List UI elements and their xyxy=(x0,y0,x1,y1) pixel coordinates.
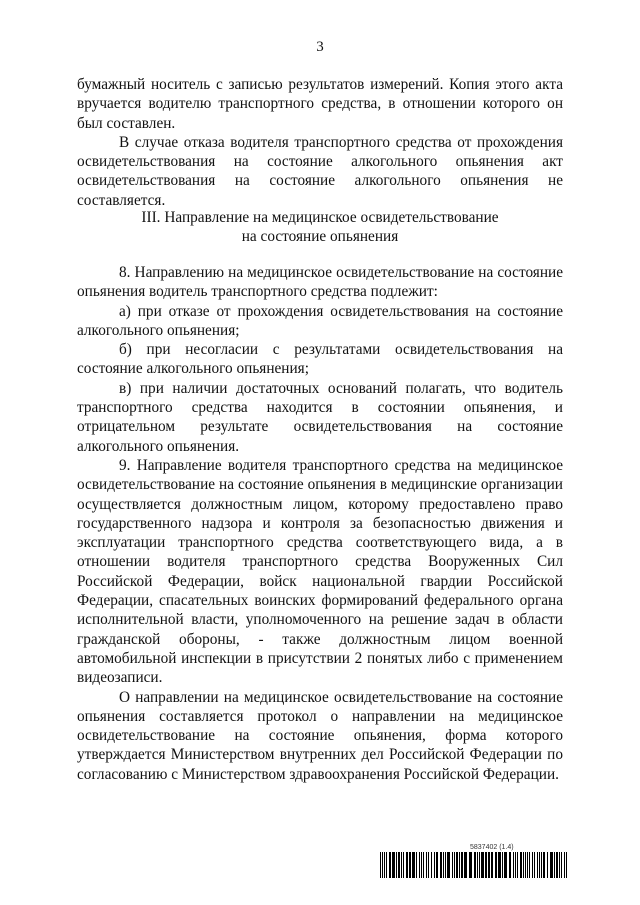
barcode-bar xyxy=(527,852,528,878)
paragraph-continuation: бумажный носитель с записью результатов измерений. Копия этого акта вручается водителю транспортного средства, в отношении которого он был составлен. xyxy=(77,76,563,132)
barcode-bar xyxy=(456,852,458,878)
barcode-bar xyxy=(421,852,422,878)
section-heading xyxy=(77,208,563,247)
barcode-bar xyxy=(436,852,438,878)
document-code: 5837402 (1.4) xyxy=(470,844,514,851)
barcode-bar xyxy=(380,852,381,878)
barcode-bar xyxy=(447,852,450,878)
barcode-bar xyxy=(509,852,511,878)
barcode-bar xyxy=(412,852,415,878)
barcode-bar xyxy=(406,852,408,878)
paragraph-clause-9: 9. Направление водителя транспортного средства на медицинское освидетельствование на состояние опьянения в медицинские организации осуществляется должностным лицом, которому предоставлено право государственного надзора и контроля за безопасностью движения и эксплуатации транспортного средства соответствующего вида, а в отношении водителя транспортного средства Вооруженных Сил Российской Федерации, войск национальной гвардии Российской Федерации, спасательных воинских формирований федерального органа исполнительной власти, уполномоченного на решение задач в области гражданской обороны, - также должностным лицом военной автомобильной инспекции в присутствии 2 понятых либо с применением видеозаписи. xyxy=(77,456,563,687)
barcode-bar xyxy=(459,852,460,878)
barcode-bar xyxy=(409,852,411,878)
barcode-bar xyxy=(529,852,530,878)
paragraph-protocol: О направлении на медицинское освидетельствование на состояние опьянения составляется протокол о направлении на медицинское освидетельствование на состояние опьянения, форма которого утверждается Министерством внутренних дел Российской Федерации по согласованию с Министерством здравоохранения Российской Федерации. xyxy=(77,688,563,783)
paragraph-clause-8: 8. Направлению на медицинское освидетельствование на состояние опьянения водитель транспортного средства подлежит: xyxy=(77,264,563,301)
barcode-bar xyxy=(488,852,490,878)
barcode-bar xyxy=(398,852,400,878)
barcode-bar xyxy=(452,852,453,878)
barcode-bar xyxy=(561,852,562,878)
barcode-bar xyxy=(556,852,558,878)
barcode-bar xyxy=(559,852,560,878)
barcode-bar xyxy=(401,852,402,878)
barcode-bar xyxy=(431,852,432,878)
barcode-bar xyxy=(384,852,385,878)
barcode-bar xyxy=(485,852,487,878)
barcode-bar xyxy=(550,852,553,878)
section-heading-line-2: на состояние опьянения xyxy=(241,228,399,246)
barcode-bar xyxy=(461,852,463,878)
barcode-bar xyxy=(532,852,533,878)
barcode-bar xyxy=(474,852,476,878)
barcode-bar xyxy=(423,852,424,878)
barcode-bar xyxy=(477,852,478,878)
barcode-graphic xyxy=(380,852,568,878)
text-block-top xyxy=(77,75,563,210)
barcode-bar xyxy=(502,852,503,878)
barcode-bar xyxy=(513,852,514,878)
barcode-bar xyxy=(479,852,480,878)
barcode-bar xyxy=(443,852,444,878)
barcode-bar xyxy=(547,852,548,878)
page-number: 3 xyxy=(316,39,324,55)
barcode-bar xyxy=(564,852,565,878)
barcode-bar xyxy=(504,852,507,878)
barcode-bar xyxy=(543,852,545,878)
barcode-bar xyxy=(419,852,420,878)
barcode-bar xyxy=(403,852,404,878)
barcode-bar xyxy=(537,852,538,878)
barcode-bar xyxy=(386,852,387,878)
barcode-bar xyxy=(434,852,435,878)
barcode-bar xyxy=(469,852,472,878)
barcode-bar xyxy=(539,852,540,878)
paragraph-item-b: б) при несогласии с результатами освидетельствования на состояние алкогольного опьянения; xyxy=(77,341,563,378)
barcode-bar xyxy=(445,852,446,878)
barcode-bar xyxy=(525,852,526,878)
barcode-bar xyxy=(491,852,493,878)
text-block-main xyxy=(77,263,563,784)
barcode-bar xyxy=(541,852,542,878)
barcode-bar xyxy=(389,852,391,878)
barcode-bar xyxy=(566,852,567,878)
barcode-bar xyxy=(520,852,522,878)
barcode-bar xyxy=(428,852,429,878)
barcode-bar xyxy=(392,852,395,878)
paragraph-item-v: в) при наличии достаточных оснований полагать, что водитель транспортного средства находится в состоянии опьянения, и отрицательном результате освидетельствования на состояние алкогольного опьянения. xyxy=(77,379,563,455)
barcode-bar xyxy=(416,852,417,878)
barcode-bar xyxy=(454,852,455,878)
barcode-bar xyxy=(481,852,484,878)
barcode-bar xyxy=(554,852,555,878)
paragraph-item-a: а) при отказе от прохождения освидетельствования на состояние алкогольного опьянения; xyxy=(77,302,563,339)
barcode xyxy=(380,852,568,878)
barcode-bar xyxy=(534,852,535,878)
paragraph-refusal: В случае отказа водителя транспортного средства от прохождения освидетельствования на состояние алкогольного опьянения акт освидетельствования на состояние алкогольного опьянения не составляется. xyxy=(77,133,563,209)
barcode-bar xyxy=(523,852,524,878)
barcode-bar xyxy=(426,852,427,878)
barcode-bar xyxy=(396,852,397,878)
barcode-bar xyxy=(498,852,501,878)
section-heading-line-1: III. Направление на медицинское освидетельствование xyxy=(141,209,499,226)
barcode-bar xyxy=(517,852,518,878)
barcode-bar xyxy=(440,852,442,878)
barcode-bar xyxy=(382,852,383,878)
barcode-bar xyxy=(464,852,467,878)
barcode-bar xyxy=(515,852,516,878)
barcode-bar xyxy=(495,852,497,878)
